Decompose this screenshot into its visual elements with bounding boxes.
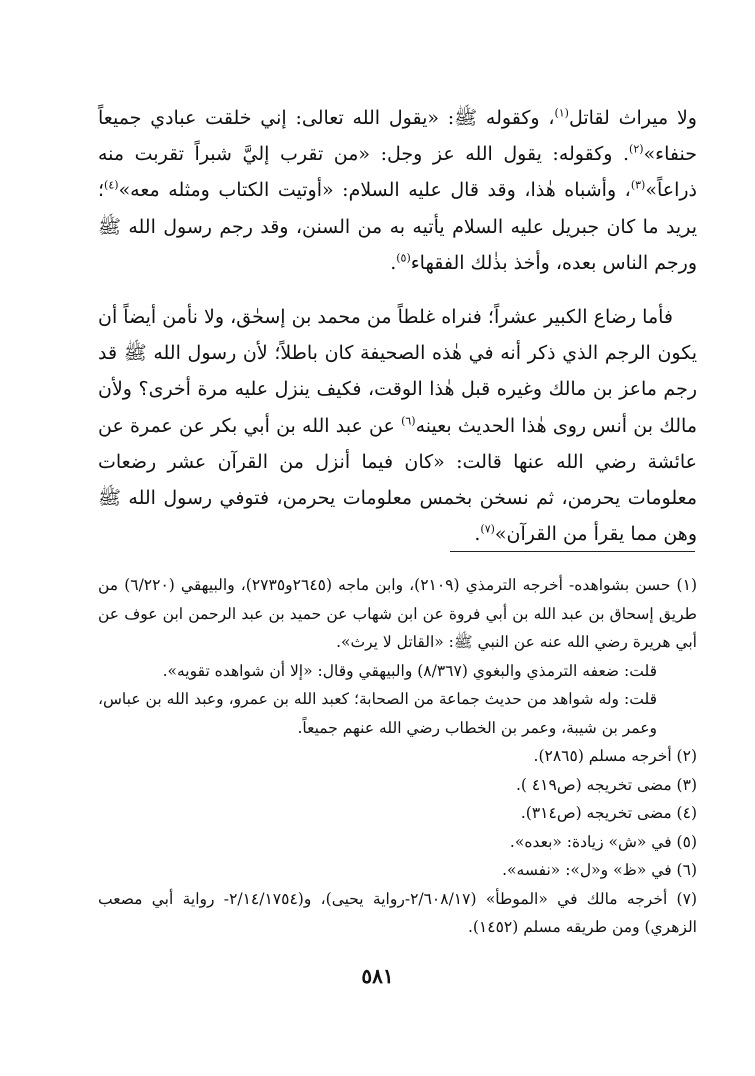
footnote-item: (٧) أخرجه مالك في «الموطأ» (٢/٦٠٨/١٧-رواية يحيى)، و(٢/١٤/١٧٥٤- رواية أبي مصعب الزهري) ومن طريقه مسلم (١٤٥٢). [98,889,697,936]
body-paragraph [98,299,697,552]
footnote-item: (٤) مضى تخريجه (ص٣١٤). [520,804,697,822]
body-paragraph [98,100,697,281]
footnote-ref: (١) [554,106,569,120]
footnotes [98,571,697,942]
footnote-ref: (٣) [630,179,646,193]
footnote-ref: (٦) [401,414,416,428]
footnote-item: قلت: وله شواهد من حديث جماعة من الصحابة؛ كعبد الله بن عمرو، وعبد الله بن عباس، وعمر بن شيبة، وعمر بن الخطاب رضي الله عنهم جميعاً. [98,690,657,737]
footnote-ref: (٥) [396,251,411,265]
body-text: فأما رضاع الكبير عشراً؛ فنراه غلطاً من محمد بن إسحٰق، ولا نأمن أيضاً أن يكون الرجم الذي ذكر أنه في هٰذه الصحيفة كان باطلاً؛ لأن رسول الله ﷺ قد رجم ماعز بن مالك وغيره قبل هٰذا الوقت، فكيف ينزل عليه مرة أخرى؟ ولأن مالك بن أنس روى هٰذا الحديث بعينه [98,306,697,437]
footnote-item: قلت: ضعفه الترمذي والبغوي (٨/٣٦٧) والبيهقي وقال: «إلا أن شواهده تقويه». [162,661,657,680]
footnote-item: (٢) أخرجه مسلم (٢٨٦٥). [533,747,697,765]
body-text: ، وأشباه هٰذا، وقد قال عليه السلام: «أوتيت الكتاب ومثله معه» [118,179,631,202]
footnote-ref: (٧) [480,522,495,536]
page-number: ٥٨١ [361,964,394,988]
footnote-ref: (٤) [104,179,119,193]
body-text: ؛ يريد ما كان جبريل عليه السلام يأتيه به من السنن، وقد رجم رسول الله ﷺ ورجم الناس بعده، وأخذ بذٰلك الفقهاء [98,179,697,274]
body-text: عن عبد الله بن أبي بكر عن عمرة عن عائشة رضي الله عنها قالت: «كان فيما أنزل من القرآن عشر رضعات معلومات يحرمن، ثم نسخن بخمس معلومات يحرمن، فتوفي رسول الله ﷺ وهن مما يقرأ من القرآن» [98,414,697,546]
body-text: . [390,251,397,274]
body-text: . وكقوله: يقول الله عز وجل: «من تقرب إليَّ شبراً تقربت منه ذراعاً» [98,143,697,202]
footnote-separator [450,551,695,552]
footnote-item: (٦) في «ظ» و«ل»: «نفسه». [502,861,697,879]
footnote-item: (٥) في «ش» زيادة: «بعده». [509,832,697,851]
footnote-item: (٣) مضى تخريجه (ص٤١٩ ). [515,775,697,794]
main-text [98,100,697,552]
body-text: ولا ميراث لقاتل [568,107,697,129]
body-text: . [474,523,481,546]
footnote-item: (١) حسن بشواهده- أخرجه الترمذي (٢١٠٩)، وابن ماجه (٢٦٤٥و٢٧٣٥)، والبيهقي (٦/٢٢٠) من طريق إسحاق بن عبد الله بن أبي فروة عن ابن شهاب عن حميد بن عبد الرحمن ابن عوف عن أبي هريرة رضي الله عنه عن النبي ﷺ: «القاتل لا يرث». [98,576,697,651]
footnote-ref: (٢) [629,142,644,156]
body-text: ، وكقوله ﷺ: «يقول الله تعالى: إني خلقت عبادي جميعاً حنفاء» [98,107,697,166]
